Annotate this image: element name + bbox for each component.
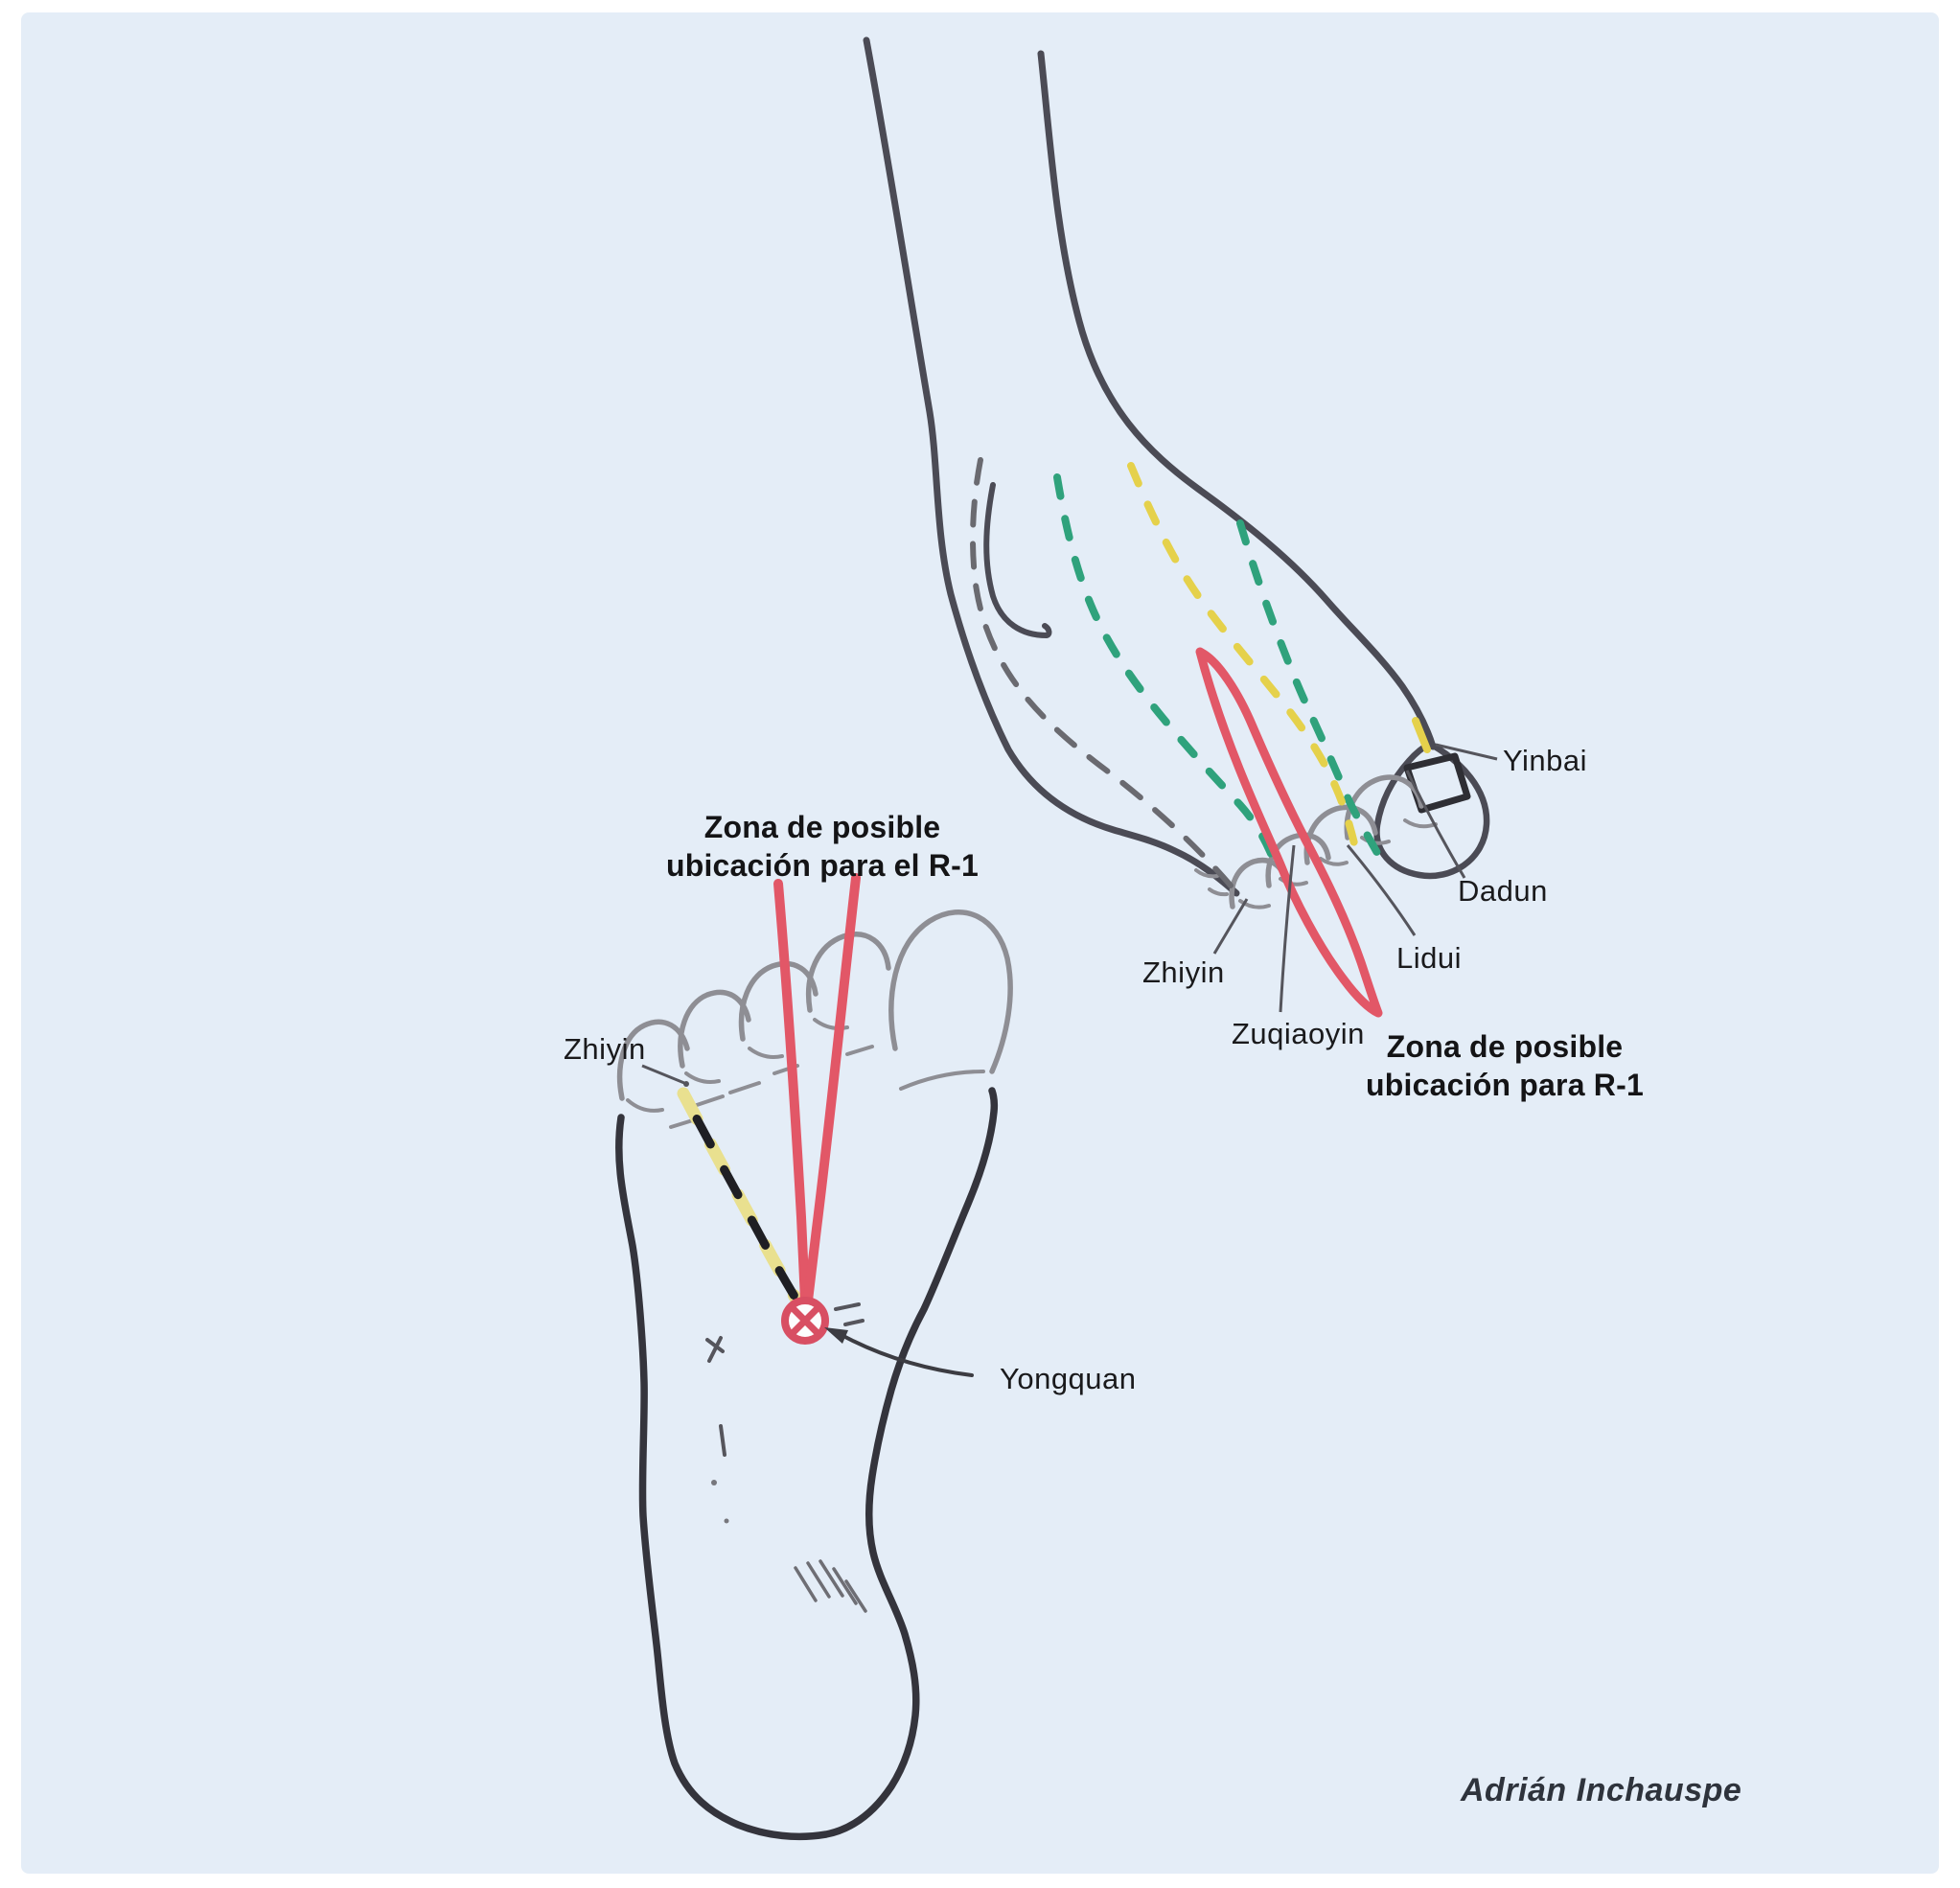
label-lidui: Lidui	[1396, 941, 1462, 975]
label-zhiyin-plantar: Zhiyin	[564, 1032, 646, 1066]
sole-dots	[711, 1480, 729, 1524]
label-dadun: Dadun	[1458, 874, 1548, 908]
plantar-zhiyin-dashed-line	[683, 1094, 799, 1304]
plantar-zone-note-line1: Zona de posible	[703, 810, 941, 844]
label-zuqiaoyin: Zuqiaoyin	[1232, 1017, 1365, 1050]
yongquan-marker-symbol	[785, 1301, 825, 1341]
plantar-zone-note-line2: ubicación para el R-1	[665, 848, 980, 883]
plantar-zone-note	[592, 808, 1052, 885]
plantar-r1-zone-lines	[778, 878, 856, 1301]
label-zhiyin-dorsal: Zhiyin	[1142, 956, 1225, 989]
liver-meridian-green-dashed	[1240, 523, 1377, 853]
plantar-big-toe	[891, 912, 1010, 1071]
dorsal-foot-outline	[866, 40, 1433, 893]
plantar-foot-outline	[619, 1091, 995, 1836]
dorsal-big-toe	[1376, 744, 1487, 876]
lidui-pointer	[1348, 845, 1415, 935]
dorsal-zone-note-line1: Zona de posible	[1386, 1029, 1624, 1064]
sole-texture-marks	[707, 1338, 865, 1611]
big-toe-nail	[1407, 756, 1467, 810]
zhiyin-pointer-plantar	[642, 1066, 689, 1087]
arrowhead	[824, 1327, 848, 1344]
dorsal-zone-note-line2: ubicación para R-1	[1366, 1068, 1644, 1102]
label-yongquan: Yongquan	[1000, 1362, 1137, 1395]
author-signature: Adrián Inchauspe	[1461, 1772, 1742, 1808]
label-yinbai: Yinbai	[1503, 744, 1588, 777]
